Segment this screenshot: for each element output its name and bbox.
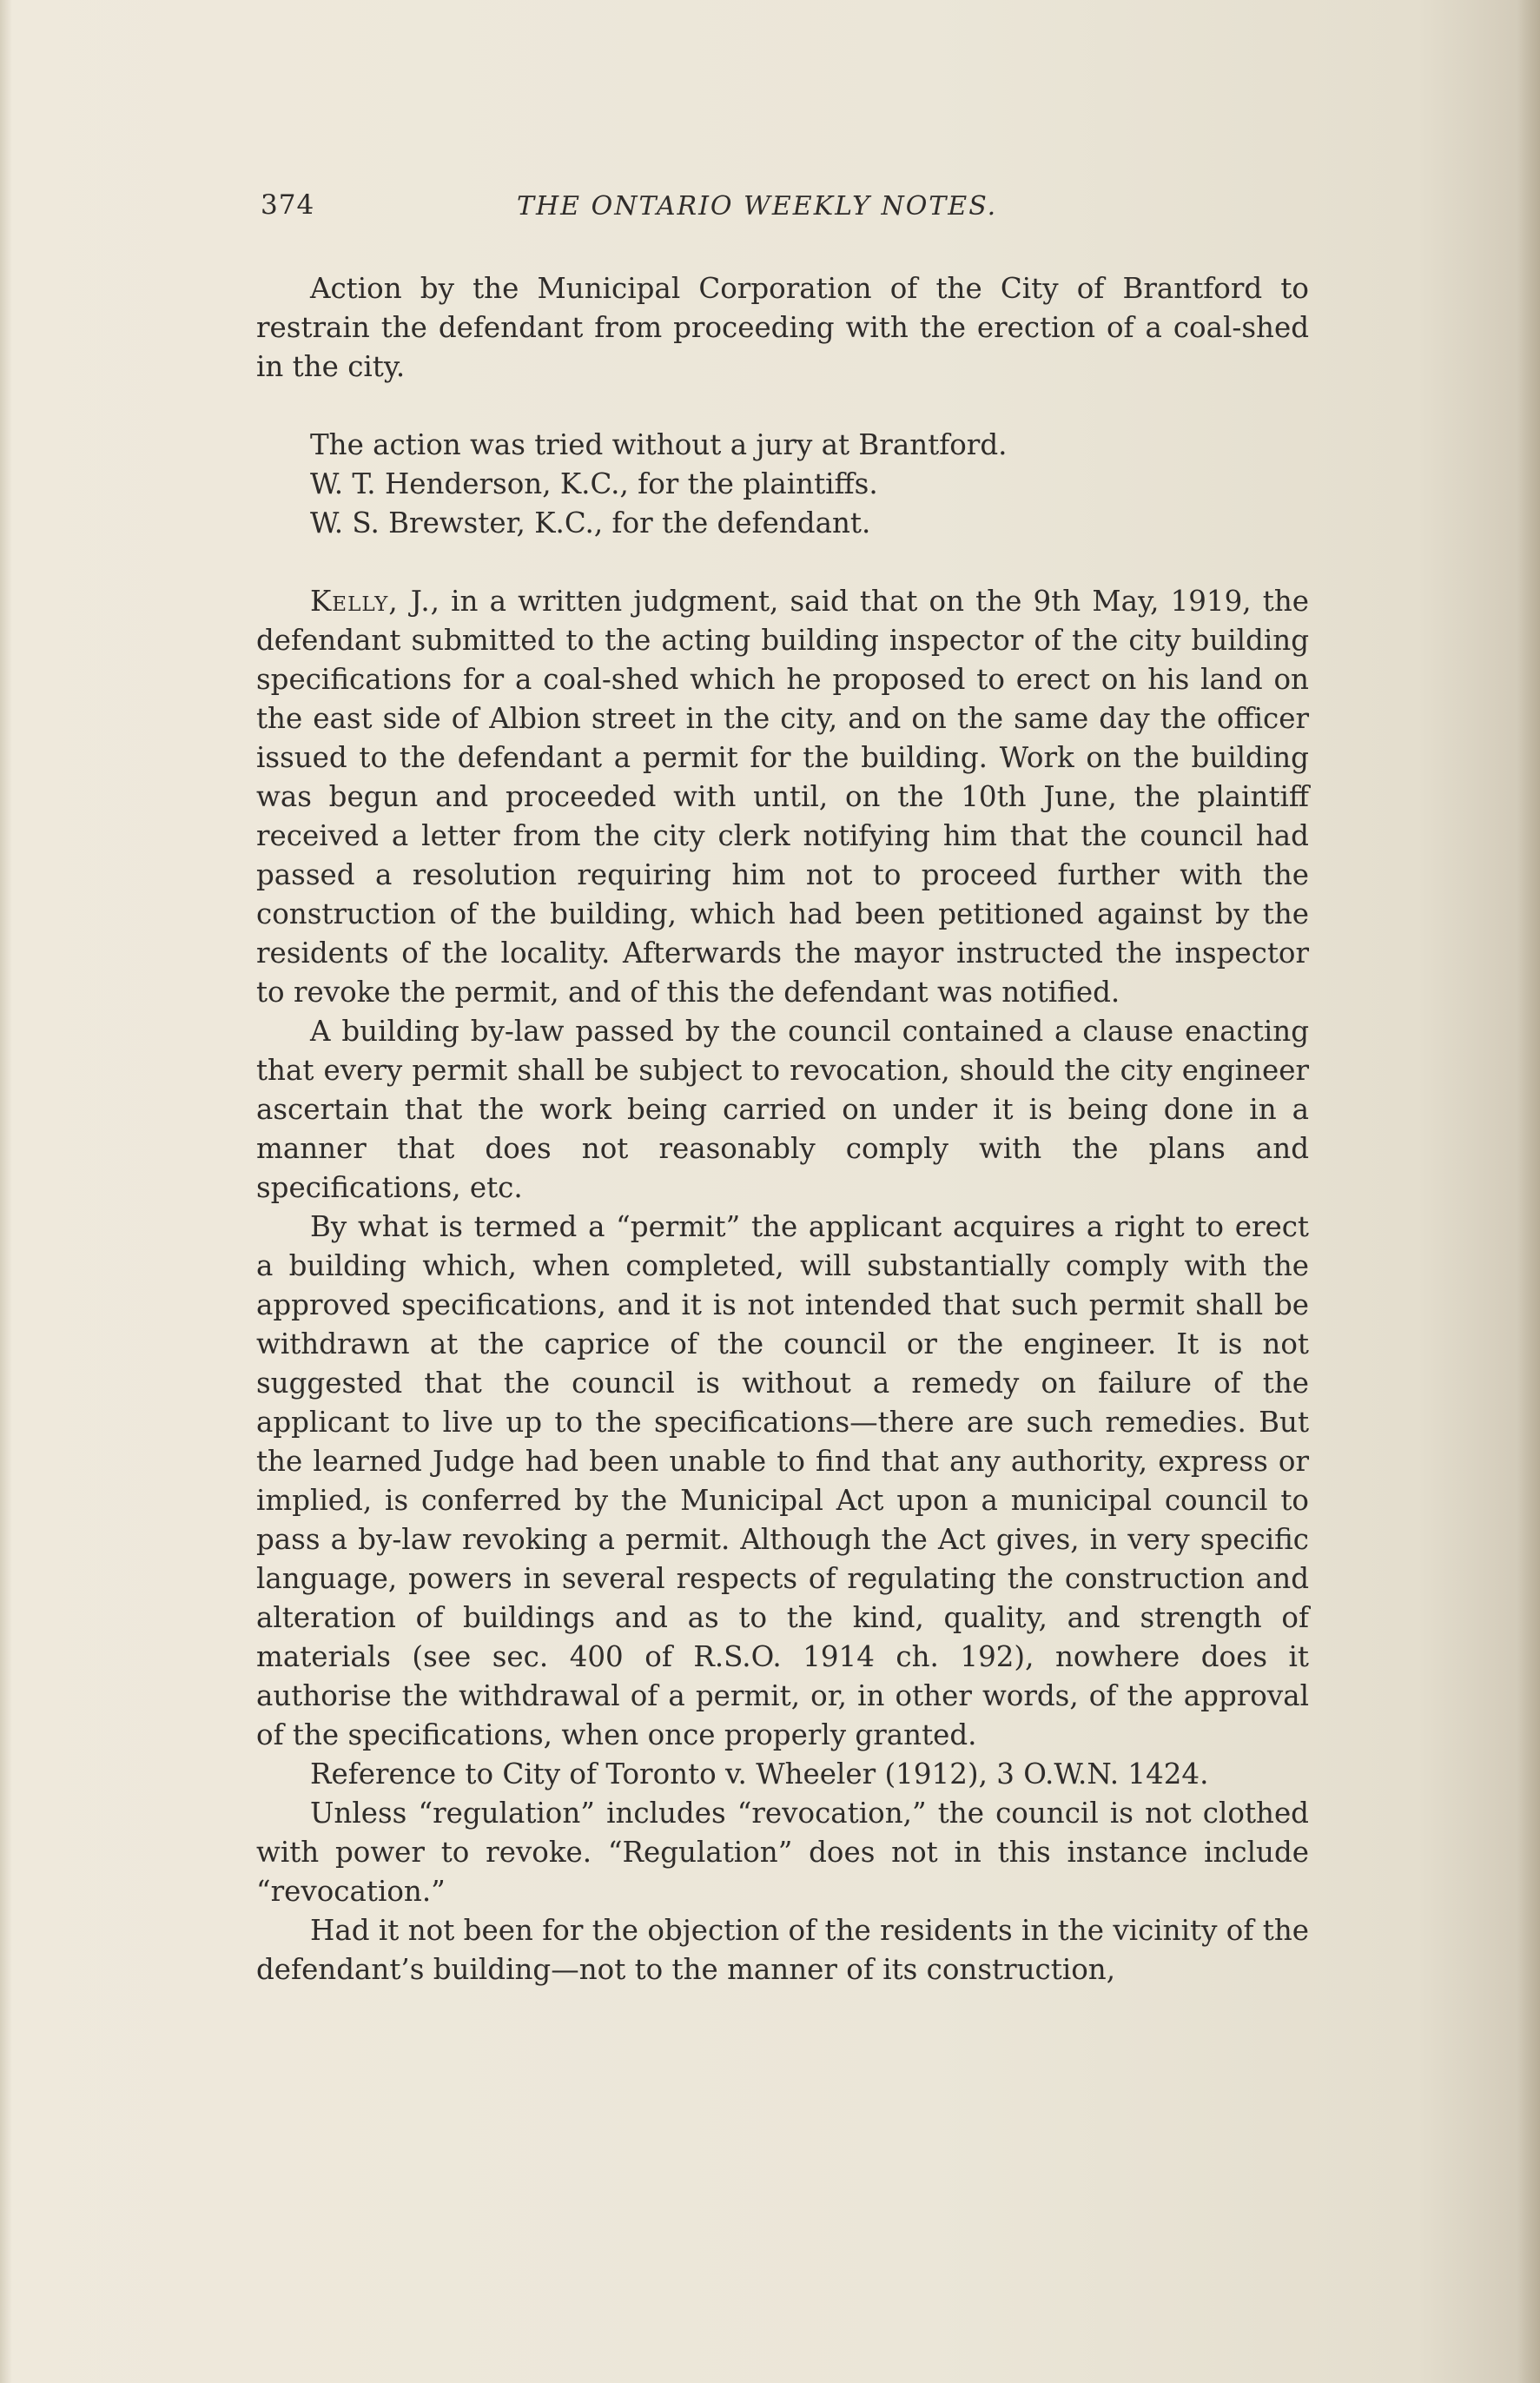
counsel-defendant: W. S. Brewster, K.C., for the defendant. (310, 506, 871, 539)
running-head: THE ONTARIO WEEKLY NOTES. (517, 191, 998, 222)
judgment-paragraph-3: By what is termed a “permit” the applicant acquires a right to erect a building which, when completed, will substantially comply with the approved specifications, and it is not intended that such permit shall be withdrawn at the caprice of the council or the engineer. It is not suggested that the council is without a remedy on failure of the applicant to live up to the specifications—there are such remedies. But the learned Judge had been unable to find that any authority, express or implied, is conferred by the Municipal Act upon a municipal council to pass a by-law revoking a permit. Although the Act gives, in very specific language, powers in several respects of regulating the construction and alteration of buildings and as to the kind, quality, and strength of materials (see sec. 400 of R.S.O. 1914 ch. 192), nowhere does it authorise the withdrawal of a permit, or, in other words, of the approval of the specifications, when once properly granted. (256, 1210, 1309, 1751)
page-header (261, 189, 1312, 242)
trial-note: The action was tried without a jury at Brantford. (310, 428, 1008, 461)
judgment-paragraph-4: Reference to City of Toronto v. Wheeler (1912), 3 O.W.N. 1424. (310, 1757, 1209, 1791)
body-text (256, 269, 1309, 1989)
judgment-text-1: , in a written judgment, said that on the 9th May, 1919, the defendant submitted to the acting building inspector of the city building specifications for a coal-shed which he proposed to erect on his land on the east side of Albion street in the city, and on the same day the officer issued to the defendant a permit for the building. Work on the building was begun and proceeded with until, on the 10th June, the plaintiff received a letter from the city clerk notifying him that the council had passed a resolution requiring him not to proceed further with the construction of the building, which had been petitioned against by the residents of the locality. Afterwards the mayor instructed the inspector to revoke the permit, and of this the defendant was notified. (256, 585, 1309, 1009)
judgment-paragraph-1 (256, 582, 1309, 1012)
page-edge-right (1517, 0, 1540, 2383)
judgment-paragraph-6: Had it not been for the objection of the residents in the vicinity of the defendant’s building—not to the manner of its construction, (256, 1914, 1309, 1986)
page-edge-left (0, 0, 12, 2383)
page-number: 374 (261, 189, 315, 221)
intro-paragraph: Action by the Municipal Corporation of the City of Brantford to restrain the defendant from proceeding with the erection of a coal-shed in the city. (256, 272, 1309, 383)
counsel-plaintiffs: W. T. Henderson, K.C., for the plaintiffs. (310, 467, 878, 500)
judge-name: Kelly, J. (310, 585, 431, 618)
judgment-paragraph-2: A building by-law passed by the council contained a clause enacting that every permit shall be subject to revocation, should the city engineer ascertain that the work being carried on under it is being done in a manner that does not reasonably comply with the plans and specifications, etc. (256, 1015, 1309, 1204)
judgment-paragraph-5: Unless “regulation” includes “revocation,” the council is not clothed with power to revoke. “Regulation” does not in this instance include “revocation.” (256, 1797, 1309, 1908)
